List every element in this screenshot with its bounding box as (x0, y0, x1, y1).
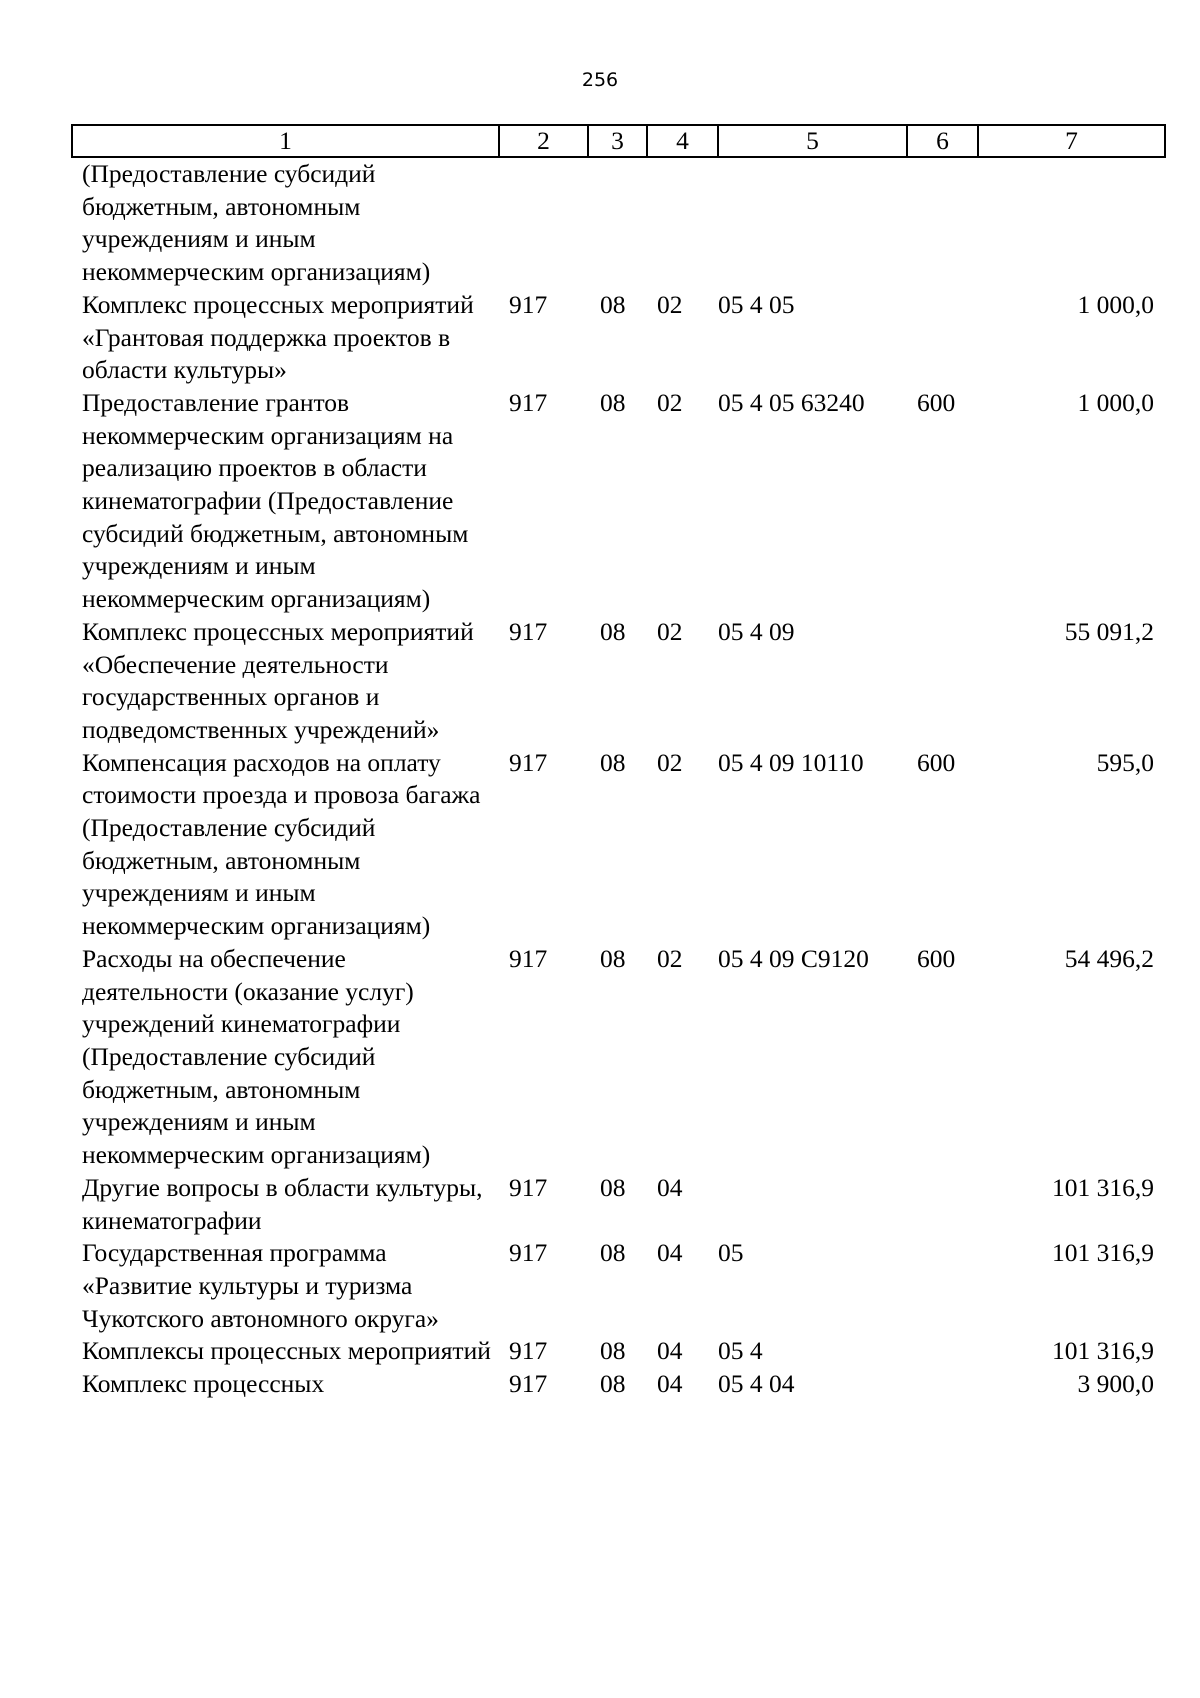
section-code-cell: 08 (600, 1172, 626, 1202)
subsection-code-cell: 04 (657, 1172, 683, 1202)
expense-type-cell (907, 1335, 978, 1368)
subsection-code-cell: 02 (657, 747, 683, 777)
amount-cell: 595,0 (1096, 747, 1154, 777)
amount-cell: 1 000,0 (1077, 387, 1154, 417)
ministry-code-cell: 917 (509, 289, 548, 319)
target-article-cell: 05 4 04 (718, 1369, 795, 1399)
table-row (72, 289, 1165, 387)
row-name-cell: Государственная программа «Развитие культуры и туризма Чукотского автономного округа» (82, 1238, 439, 1333)
subsection-code-cell: 04 (657, 1336, 683, 1366)
expense-type-cell: 600 (917, 747, 956, 777)
row-name-cell: Расходы на обеспечение деятельности (оказание услуг) учреждений кинематографии (Предоставление субсидий бюджетным, автономным учреждениям и иным некоммерческим организациям) (82, 943, 431, 1170)
row-name-cell: Комплекс процессных мероприятий «Грантовая поддержка проектов в области культуры» (82, 289, 474, 385)
expense-type-cell (907, 1172, 978, 1237)
column-header-2: 2 (499, 125, 588, 157)
expense-type-cell (907, 157, 978, 289)
table-header-row (72, 125, 1165, 157)
section-code-cell: 08 (600, 1238, 626, 1268)
subsection-code-cell (647, 157, 718, 289)
target-article-cell: 05 4 09 10110 (718, 747, 864, 777)
column-header-6: 6 (907, 125, 978, 157)
subsection-code-cell: 04 (657, 1238, 683, 1268)
row-name-cell: Комплексы процессных мероприятий (82, 1336, 491, 1366)
target-article-cell: 05 4 09 (718, 616, 795, 646)
table-row (72, 1237, 1165, 1335)
row-name-cell: Другие вопросы в области культуры, кинематографии (82, 1172, 483, 1235)
target-article-cell (718, 1172, 907, 1237)
expense-type-cell: 600 (917, 943, 956, 973)
amount-cell: 101 316,9 (1052, 1172, 1154, 1202)
amount-cell: 1 000,0 (1077, 289, 1154, 319)
table-row (72, 1172, 1165, 1237)
table-row (72, 616, 1165, 747)
expense-type-cell (907, 1368, 978, 1401)
ministry-code-cell: 917 (509, 387, 548, 417)
amount-cell: 101 316,9 (1052, 1336, 1154, 1366)
target-article-cell: 05 4 05 63240 (718, 387, 865, 417)
row-name-cell: Предоставление грантов некоммерческим организациям на реализацию проектов в области кинематографии (Предоставление субсидий бюджетным, автономным учреждениям и иным некоммерческим организациям) (82, 387, 469, 614)
table-row (72, 387, 1165, 616)
ministry-code-cell: 917 (509, 1238, 548, 1268)
ministry-code-cell: 917 (509, 943, 548, 973)
amount-cell (978, 157, 1165, 289)
subsection-code-cell: 02 (657, 616, 683, 646)
page-number: 256 (581, 69, 619, 91)
ministry-code-cell (499, 157, 588, 289)
column-header-5: 5 (718, 125, 907, 157)
section-code-cell: 08 (600, 289, 626, 319)
target-article-cell: 05 (718, 1238, 744, 1268)
column-header-3: 3 (588, 125, 647, 157)
target-article-cell: 05 4 05 (718, 289, 795, 319)
subsection-code-cell: 02 (657, 289, 683, 319)
section-code-cell: 08 (600, 1369, 626, 1399)
ministry-code-cell: 917 (509, 616, 548, 646)
ministry-code-cell: 917 (509, 1172, 548, 1202)
table-body (72, 157, 1165, 1401)
amount-cell: 55 091,2 (1064, 616, 1154, 646)
table-row (72, 747, 1165, 943)
table-row (72, 1335, 1165, 1368)
ministry-code-cell: 917 (509, 1336, 548, 1366)
expense-type-cell: 600 (917, 387, 956, 417)
section-code-cell: 08 (600, 1336, 626, 1366)
section-code-cell (588, 157, 647, 289)
column-header-4: 4 (647, 125, 718, 157)
subsection-code-cell: 04 (657, 1369, 683, 1399)
column-header-7: 7 (978, 125, 1165, 157)
target-article-cell: 05 4 09 С9120 (718, 943, 869, 973)
amount-cell: 54 496,2 (1064, 943, 1154, 973)
row-name-cell: Комплекс процессных (82, 1369, 325, 1399)
amount-cell: 101 316,9 (1052, 1238, 1154, 1268)
table-row (72, 943, 1165, 1172)
amount-cell: 3 900,0 (1077, 1369, 1154, 1399)
column-header-1: 1 (72, 125, 499, 157)
expense-type-cell (907, 289, 978, 387)
target-article-cell: 05 4 (718, 1336, 763, 1366)
table-row (72, 1368, 1165, 1401)
subsection-code-cell: 02 (657, 387, 683, 417)
target-article-cell (718, 157, 907, 289)
section-code-cell: 08 (600, 387, 626, 417)
row-name-cell: (Предоставление субсидий бюджетным, автономным учреждениям и иным некоммерческим организациям) (82, 159, 431, 287)
table-row (72, 157, 1165, 289)
row-name-cell: Компенсация расходов на оплату стоимости проезда и провоза багажа (Предоставление субсидий бюджетным, автономным учреждениям и иным некоммерческим организациям) (82, 747, 481, 941)
ministry-code-cell: 917 (509, 1369, 548, 1399)
row-name-cell: Комплекс процессных мероприятий «Обеспечение деятельности государственных органов и подведомственных учреждений» (82, 616, 474, 744)
subsection-code-cell: 02 (657, 943, 683, 973)
budget-table (71, 124, 1166, 1401)
ministry-code-cell: 917 (509, 747, 548, 777)
section-code-cell: 08 (600, 616, 626, 646)
expense-type-cell (907, 1237, 978, 1335)
section-code-cell: 08 (600, 943, 626, 973)
expense-type-cell (907, 616, 978, 747)
section-code-cell: 08 (600, 747, 626, 777)
